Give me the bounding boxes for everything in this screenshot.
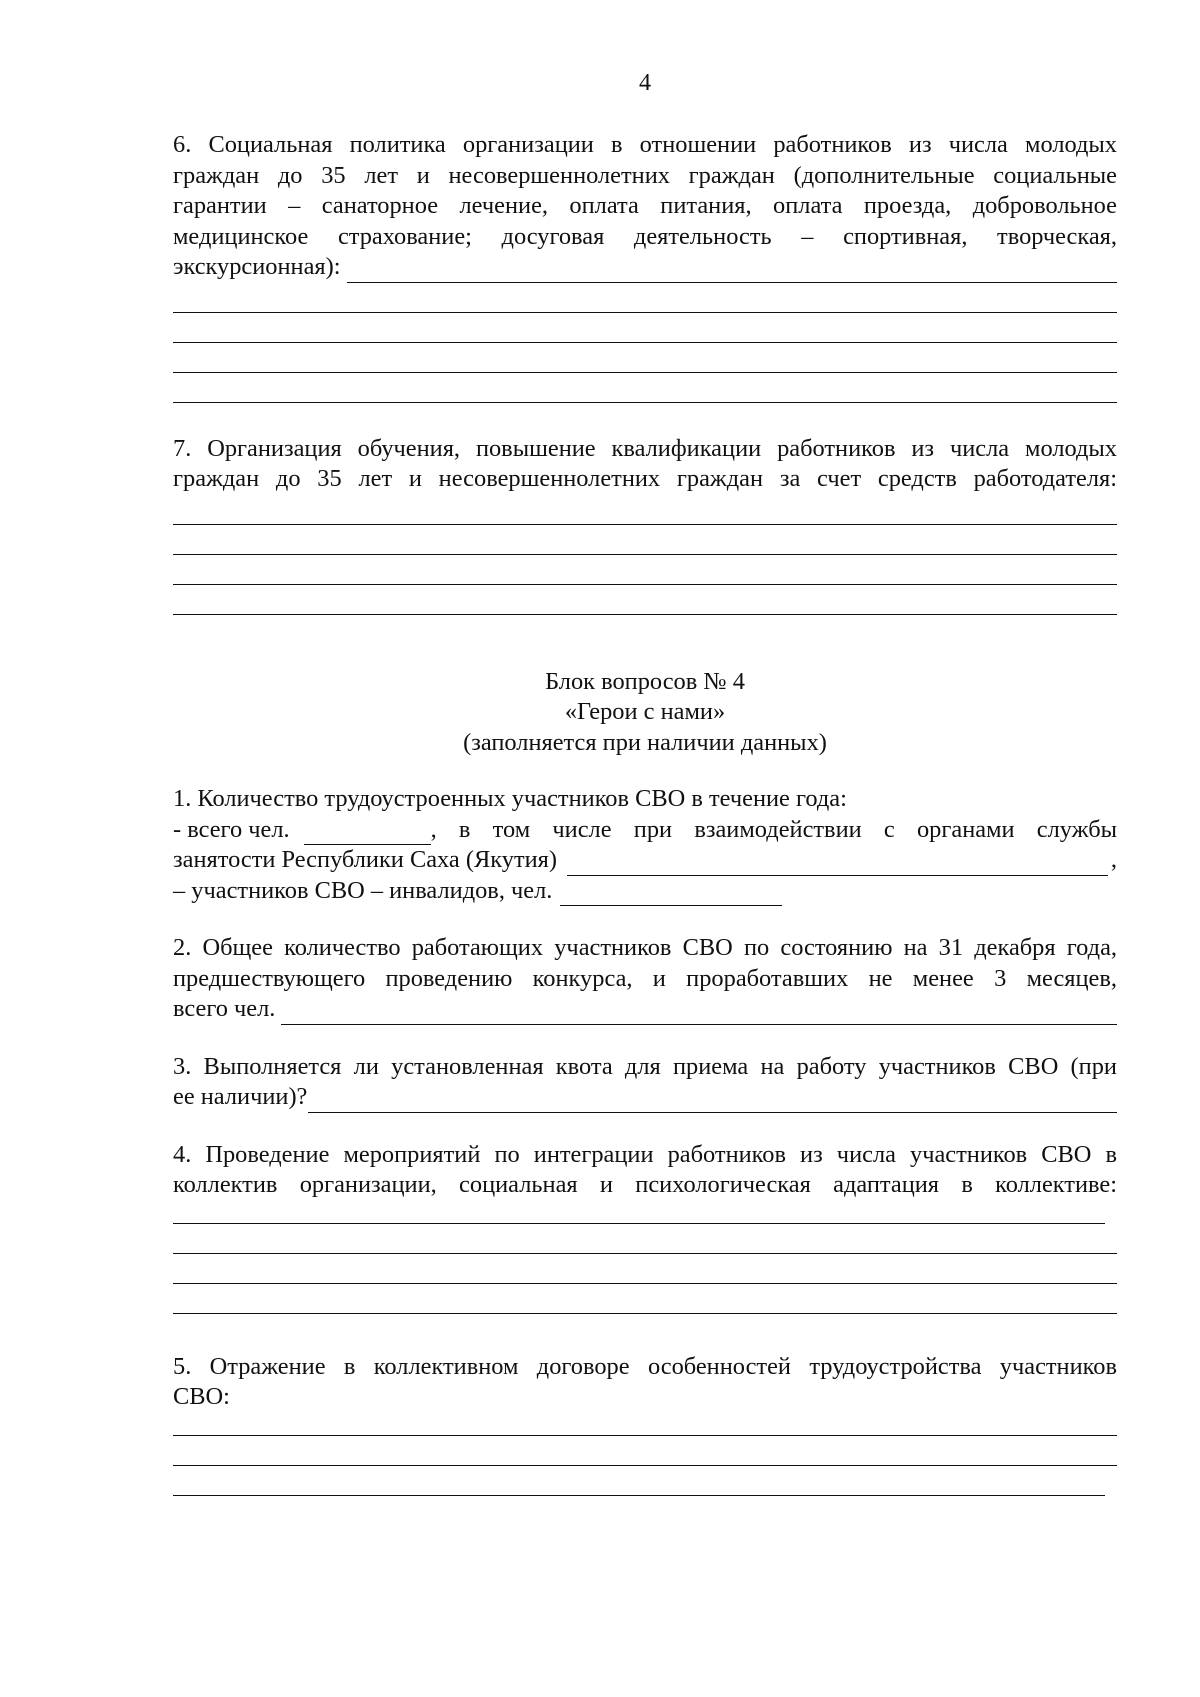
question-3-line-2	[173, 1082, 1117, 1113]
question-3-answer-blank[interactable]	[308, 1090, 1117, 1113]
question-1-line-1: 1. Количество трудоустроенных участников СВО в течение года:	[173, 785, 847, 812]
question-1-line-2	[173, 815, 1117, 846]
item-6-answer-line[interactable]	[173, 343, 1117, 373]
question-1-line-3	[173, 845, 1117, 876]
item-6-last-line-text: экскурсионная):	[173, 253, 341, 280]
question-1-line-4	[173, 876, 1117, 907]
item-7-answer-line[interactable]	[173, 495, 1117, 525]
question-1-line-2-end: , в том числе при взаимодействии с органами службы	[430, 815, 1117, 843]
item-7-line-2: граждан до 35 лет и несовершеннолетних граждан за счет средств работодателя:	[173, 465, 1117, 492]
question-1-comma: ,	[1110, 846, 1117, 873]
question-2-working-participants	[173, 933, 1117, 1025]
question-3-label: ее наличии)?	[173, 1083, 308, 1110]
item-6-answer-line[interactable]	[173, 313, 1117, 343]
block-note: (заполняется при наличии данных)	[463, 728, 827, 756]
question-2-line-3	[173, 994, 1117, 1025]
question-5-line-1: 5. Отражение в коллективном договоре особенностей трудоустройства участников	[173, 1352, 1117, 1380]
question-2-line-2: предшествующего проведению конкурса, и проработавших не менее 3 месяцев,	[173, 964, 1117, 992]
question-1-disabled-blank[interactable]	[560, 883, 782, 906]
item-7-answer-line[interactable]	[173, 525, 1117, 555]
question-4-answer-line[interactable]	[173, 1201, 1105, 1224]
block-4-heading	[173, 667, 1117, 759]
question-4-answer-line[interactable]	[173, 1224, 1117, 1254]
page-number: 4	[639, 70, 651, 96]
item-6-answer-line[interactable]	[173, 373, 1117, 403]
question-5-answer-line[interactable]	[173, 1413, 1117, 1436]
item-6-line-3: гарантии – санаторное лечение, оплата питания, оплата проезда, добровольное	[173, 192, 1117, 219]
item-6-answer-line[interactable]	[173, 283, 1117, 313]
item-6-line-1: 6. Социальная политика организации в отношении работников из числа молодых	[173, 131, 1117, 158]
question-1-employed-participants	[173, 784, 1117, 906]
question-5-answer-line[interactable]	[173, 1466, 1105, 1496]
question-3-quota	[173, 1052, 1117, 1113]
item-6-line-4: медицинское страхование; досуговая деятельность – спортивная, творческая,	[173, 222, 1117, 250]
question-5-line-2: СВО:	[173, 1383, 230, 1410]
question-4-line-1: 4. Проведение мероприятий по интеграции работников из числа участников СВО в	[173, 1140, 1117, 1168]
item-6-answer-blank[interactable]	[347, 260, 1117, 283]
document-content	[173, 130, 1117, 1496]
question-1-total-label: - всего чел.	[173, 815, 290, 843]
question-2-total-label: всего чел.	[173, 995, 276, 1022]
item-6-social-policy	[173, 130, 1117, 403]
question-4-answer-line[interactable]	[173, 1284, 1117, 1314]
question-2-total-blank[interactable]	[281, 1002, 1117, 1025]
question-4-answer-line[interactable]	[173, 1254, 1117, 1284]
item-6-line-2: граждан до 35 лет и несовершеннолетних граждан (дополнительные социальные	[173, 161, 1117, 189]
question-1-total-blank[interactable]	[304, 822, 431, 845]
item-7-line-1: 7. Организация обучения, повышение квалификации работников из числа молодых	[173, 434, 1117, 462]
block-title: Блок вопросов № 4	[545, 667, 745, 695]
question-1-employment-blank[interactable]	[567, 853, 1108, 876]
question-1-disabled-label: – участников СВО – инвалидов, чел.	[173, 876, 553, 904]
question-4-line-2: коллектив организации, социальная и психологическая адаптация в коллективе:	[173, 1171, 1117, 1198]
question-1-employment-label: занятости Республики Саха (Якутия)	[173, 846, 557, 873]
item-6-line-5	[173, 252, 1117, 283]
question-4-integration	[173, 1140, 1117, 1314]
question-5-answer-line[interactable]	[173, 1436, 1117, 1466]
block-subtitle: «Герои с нами»	[564, 698, 726, 725]
question-3-line-1: 3. Выполняется ли установленная квота для приема на работу участников СВО (при	[173, 1052, 1117, 1080]
question-5-collective-agreement	[173, 1352, 1117, 1496]
item-7-answer-line[interactable]	[173, 585, 1117, 615]
question-2-line-1: 2. Общее количество работающих участников СВО по состоянию на 31 декабря года,	[173, 934, 1117, 961]
item-7-answer-line[interactable]	[173, 555, 1117, 585]
item-7-training	[173, 434, 1117, 615]
